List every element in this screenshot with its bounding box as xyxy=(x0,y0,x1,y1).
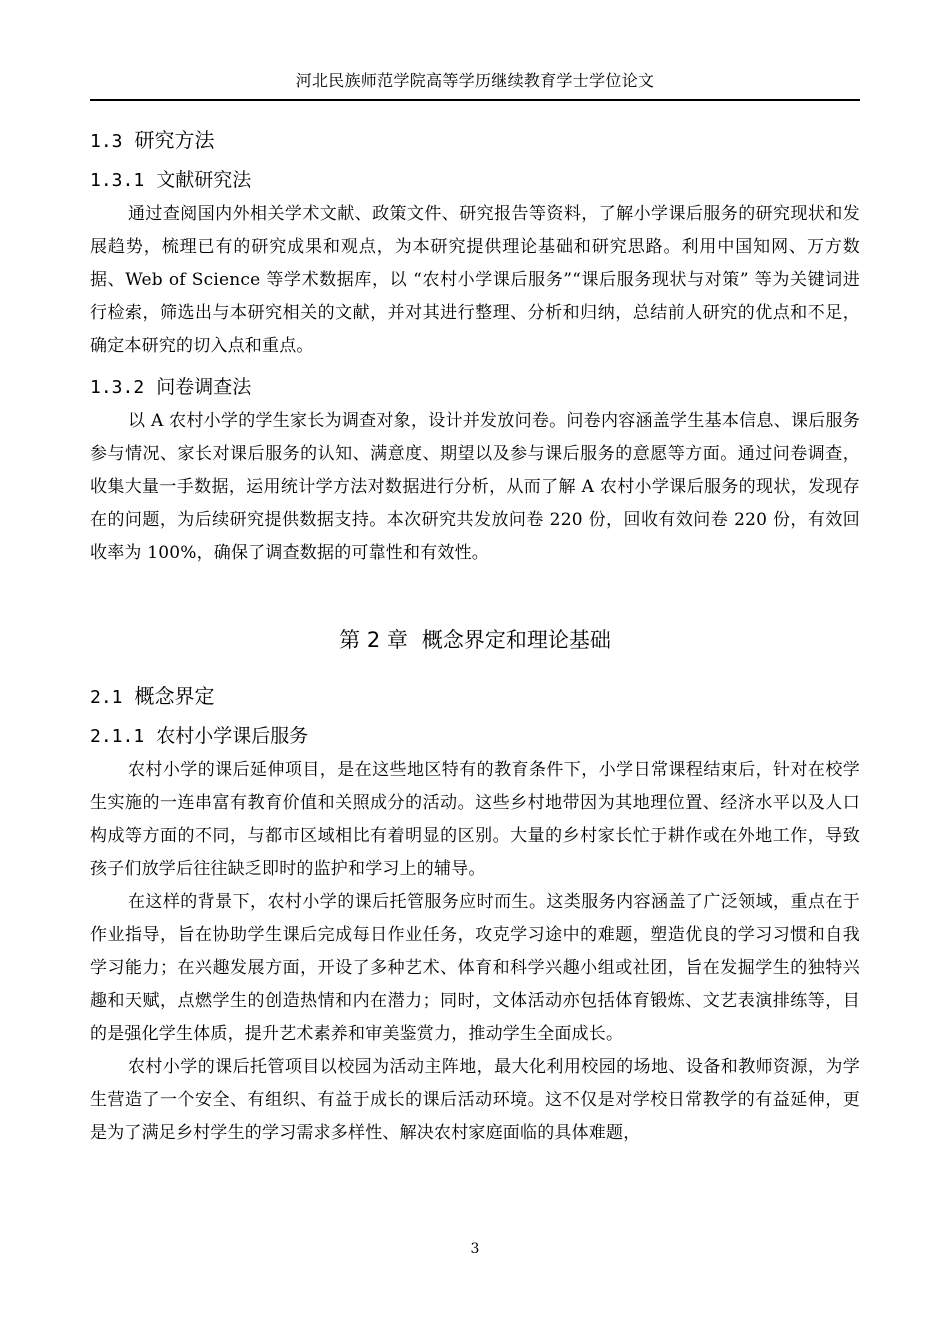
section-title: 农村小学课后服务 xyxy=(156,725,309,747)
section-heading-2-1-1 xyxy=(90,720,860,752)
paragraph-campus-program: 农村小学的课后托管项目以校园为活动主阵地，最大化利用校园的场地、设备和教师资源，为学生营造了一个安全、有组织、有益于成长的课后活动环境。这不仅是对学校日常教学的有益延伸，更是为了满足乡村学生的学习需求多样性、解决农村家庭面临的具体难题， xyxy=(90,1057,860,1143)
section-heading-2-1 xyxy=(90,680,860,712)
section-title: 问卷调查法 xyxy=(156,376,252,398)
section-number: 1.3.1 xyxy=(90,170,145,191)
section-title: 研究方法 xyxy=(134,128,215,152)
running-header: 河北民族师范学院高等学历继续教育学士学位论文 xyxy=(295,71,655,90)
section-title: 概念界定 xyxy=(134,684,215,708)
paragraph-service-content: 在这样的背景下，农村小学的课后托管服务应时而生。这类服务内容涵盖了广泛领域，重点在于作业指导，旨在协助学生课后完成每日作业任务，攻克学习途中的难题，塑造优良的学习习惯和自我学习能力；在兴趣发展方面，开设了多种艺术、体育和科学兴趣小组或社团，旨在发掘学生的独特兴趣和天赋，点燃学生的创造热情和内在潜力；同时，文体活动亦包括体育锻炼、文艺表演排练等，目的是强化学生体质，提升艺术素养和审美鉴赏力，推动学生全面成长。 xyxy=(90,892,860,1044)
section-number: 2.1 xyxy=(90,687,123,708)
chapter-heading-2 xyxy=(90,622,860,658)
paragraph-rural-service-definition: 农村小学的课后延伸项目，是在这些地区特有的教育条件下，小学日常课程结束后，针对在校学生实施的一连串富有教育价值和关照成分的活动。这些乡村地带因为其地理位置、经济水平以及人口构成等方面的不同，与都市区域相比有着明显的区别。大量的乡村家长忙于耕作或在外地工作，导致孩子们放学后往往缺乏即时的监护和学习上的辅导。 xyxy=(90,760,860,879)
chapter-label: 第 2 章 xyxy=(339,628,408,652)
chapter-title: 概念界定和理论基础 xyxy=(421,628,611,652)
section-heading-1-3-1 xyxy=(90,164,860,196)
section-heading-1-3-2 xyxy=(90,371,860,403)
section-number: 2.1.1 xyxy=(90,726,145,747)
section-number: 1.3 xyxy=(90,131,123,152)
section-number: 1.3.2 xyxy=(90,377,145,398)
page-content xyxy=(90,118,860,1150)
header-rule xyxy=(90,99,860,101)
section-title: 文献研究法 xyxy=(156,169,252,191)
paragraph-literature-method: 通过查阅国内外相关学术文献、政策文件、研究报告等资料，了解小学课后服务的研究现状和发展趋势，梳理已有的研究成果和观点，为本研究提供理论基础和研究思路。利用中国知网、万方数据、Web of Science 等学术数据库，以 “农村小学课后服务”“课后服务现状与对策” 等为关键词进行检索，筛选出与本研究相关的文献，并对其进行整理、分析和归纳，总结前人研究的优点和不足，确定本研究的切入点和重点。 xyxy=(90,204,860,356)
page-number: 3 xyxy=(470,1241,480,1257)
section-heading-1-3 xyxy=(90,124,860,156)
paragraph-questionnaire-method: 以 A 农村小学的学生家长为调查对象，设计并发放问卷。问卷内容涵盖学生基本信息、课后服务参与情况、家长对课后服务的认知、满意度、期望以及参与课后服务的意愿等方面。通过问卷调查，收集大量一手数据，运用统计学方法对数据进行分析，从而了解 A 农村小学课后服务的现状，发现存在的问题，为后续研究提供数据支持。本次研究共发放问卷 220 份，回收有效问卷 220 份，有效回收率为 100%，确保了调查数据的可靠性和有效性。 xyxy=(90,411,860,563)
